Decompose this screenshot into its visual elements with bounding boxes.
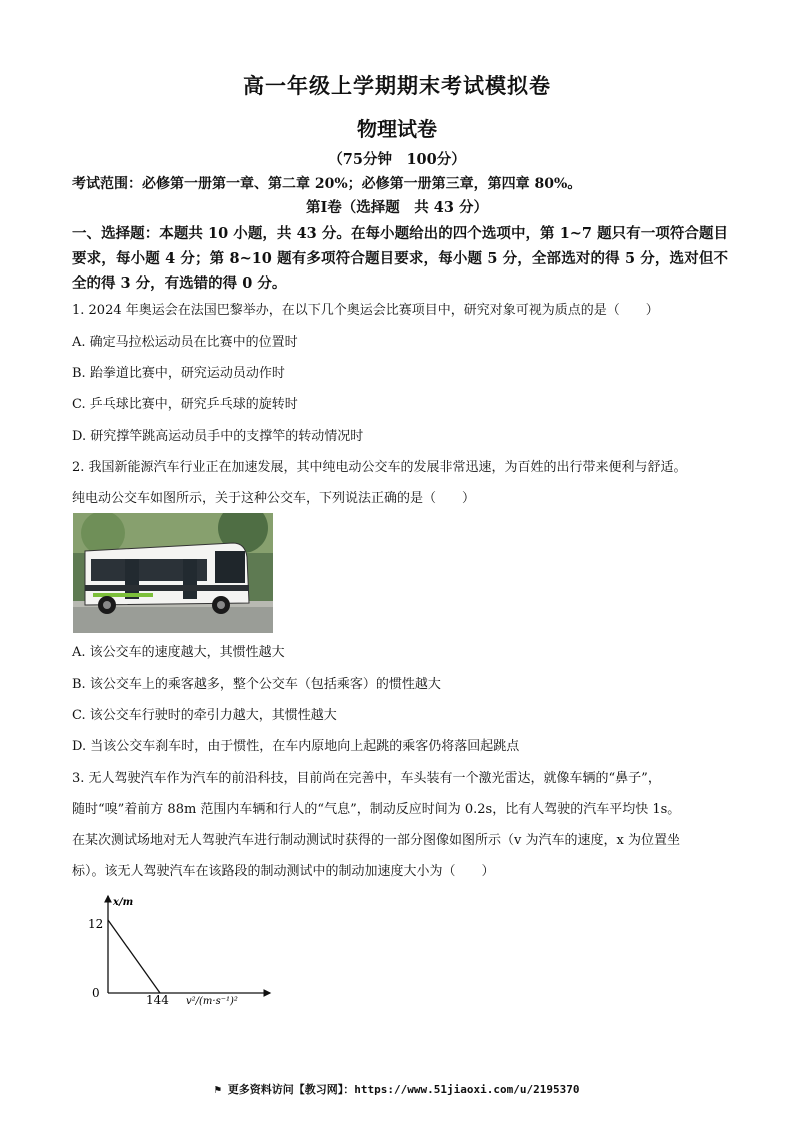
subject-title: 物理试卷	[357, 117, 437, 141]
question-2-stem-line2: 纯电动公交车如图所示，关于这种公交车，下列说法正确的是（ ）	[72, 491, 476, 506]
question-2-stem-line1: 2. 我国新能源汽车行业正在加速发展，其中纯电动公交车的发展非常迅速，为百姓的出行带来便利与舒适。	[72, 460, 687, 475]
graph-svg	[80, 890, 280, 1010]
question-3-line4: 标）。该无人驾驶汽车在该路段的制动测试中的制动加速度大小为（ ）	[72, 864, 495, 879]
data-line	[108, 920, 160, 993]
y-tick-label: 12	[88, 917, 104, 931]
x-axis-label: v²/(m·s⁻¹)²	[186, 996, 238, 1007]
origin-label: 0	[92, 986, 100, 1000]
section-instructions: 一、选择题：本题共 10 小题，共 43 分。在每小题给出的四个选项中，第 1~7 题只有一项符合题目要求，每小题 4 分；第 8~10 题有多项符合题目要求，每小题 5 分，全部选对的得 5 分，选对但不全的得 3 分，有选错的得 0 分。	[72, 225, 728, 292]
flag-icon: ⚑	[214, 1083, 228, 1096]
question-3-line1: 3. 无人驾驶汽车作为汽车的前沿科技，目前尚在完善中，车头装有一个激光雷达，就像车辆的“鼻子”，	[72, 771, 661, 786]
question-1-stem: 1. 2024 年奥运会在法国巴黎举办，在以下几个奥运会比赛项目中，研究对象可视为质点的是（ ）	[72, 303, 659, 318]
question-1-option-b: B. 跆拳道比赛中，研究运动员动作时	[72, 366, 285, 381]
exam-scope: 考试范围：必修第一册第一章、第二章 20%；必修第一册第三章，第四章 80%。	[72, 176, 582, 192]
footer-text: 更多资料访问【教习网】：https://www.51jiaoxi.com/u/2195370	[227, 1083, 580, 1096]
question-2-option-b: B. 该公交车上的乘客越多，整个公交车（包括乘客）的惯性越大	[72, 677, 441, 692]
question-1-option-c: C. 乒乓球比赛中，研究乒乓球的旋转时	[72, 397, 298, 412]
question-1-option-a: A. 确定马拉松运动员在比赛中的位置时	[72, 335, 298, 350]
question-2-option-d: D. 当该公交车刹车时，由于惯性，在车内原地向上起跳的乘客仍将落回起跳点	[72, 739, 520, 754]
question-1-option-d: D. 研究撑竿跳高运动员手中的支撑竿的转动情况时	[72, 429, 364, 444]
question-3-line3: 在某次测试场地对无人驾驶汽车进行制动测试时获得的一部分图像如图所示（v 为汽车的速度，x 为位置坐	[72, 833, 680, 848]
question-3-line2: 随时“嗅”着前方 88m 范围内车辆和行人的“气息”，制动反应时间为 0.2s，比有人驾驶的汽车平均快 1s。	[72, 802, 681, 817]
x-tick-label: 144	[146, 993, 169, 1007]
y-axis-label: x/m	[113, 897, 134, 908]
exam-time: （75分钟 100分）	[328, 151, 466, 168]
question-2-option-c: C. 该公交车行驶时的牵引力越大，其惯性越大	[72, 708, 337, 723]
x-v2-graph	[80, 890, 280, 1010]
question-2-option-a: A. 该公交车的速度越大，其惯性越大	[72, 645, 285, 660]
bus-photo	[73, 513, 273, 633]
page-title: 高一年级上学期期末考试模拟卷	[243, 74, 551, 98]
footer-link[interactable]	[0, 1081, 794, 1097]
part-heading: 第Ⅰ卷（选择题 共 43 分）	[305, 199, 489, 216]
